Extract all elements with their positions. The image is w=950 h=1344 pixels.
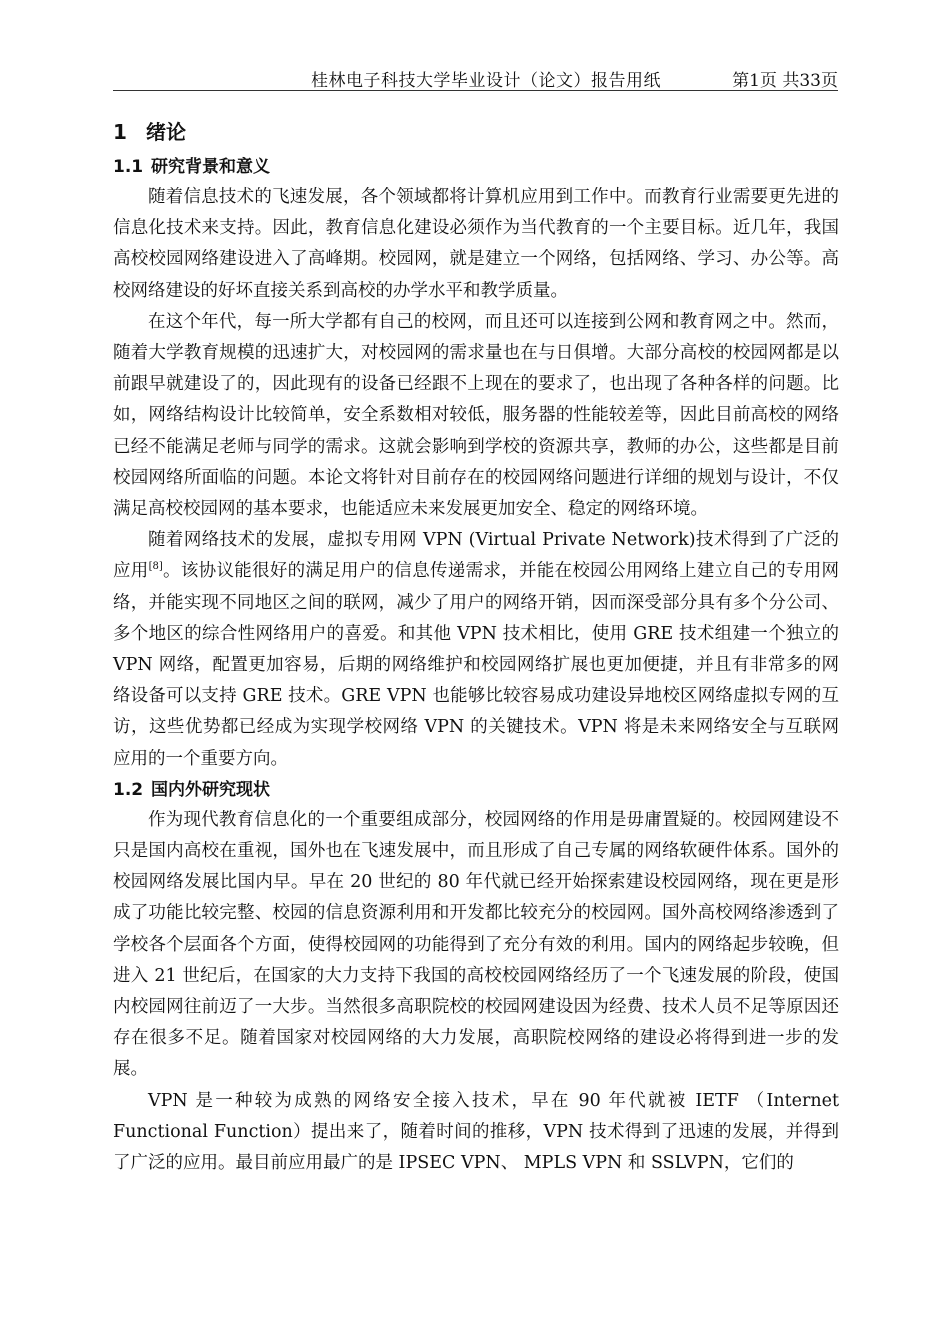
section-number: 1.1 — [113, 157, 144, 177]
section-number: 1.2 — [113, 779, 144, 800]
chapter-number: 1 — [113, 120, 127, 144]
paragraph: 在这个年代，每一所大学都有自己的校网，而且还可以连接到公网和教育网之中。然而，随着大学教育规模的迅速扩大，对校园网的需求量也在与日俱增。大部分高校的校园网都是以前跟早就建设了的，因此现有的设备已经跟不上现在的要求了，也出现了各种各样的问题。比如，网络结构设计比较简单，安全系数相对较低，服务器的性能较差等，因此目前高校的网络已经不能满足老师与同学的需求。这就会影响到学校的资源共享，教师的办公，这些都是目前校园网络所面临的问题。本论文将针对目前存在的校园网络问题进行详细的规划与设计，不仅满足高校校园网的基本要求，也能适应未来发展更加安全、稳定的网络环境。 — [113, 311, 839, 520]
page-header — [113, 62, 838, 91]
paragraph: 作为现代教育信息化的一个重要组成部分，校园网络的作用是毋庸置疑的。校园网建设不只是国内高校在重视，国外也在飞速发展中，而且形成了自己专属的网络软硬件体系。国外的校园网络发展比国内早。早在 20 世纪的 80 年代就已经开始探索建设校园网络，现在更是形成了功能比较完整、校园的信息资源利用和开发都比较充分的校园网。国外高校网络渗透到了学校各个层面各个方面，使得校园网的功能得到了充分有效的利用。国内的网络起步较晚，但进入 21 世纪后，在国家的大力支持下我国的高校校园网络经历了一个飞速发展的阶段，使国内校园网往前迈了一大步。当然很多高职院校的校园网建设因为经费、技术人员不足等原因还存在很多不足。随着国家对校园网络的大力发展，高职院校网络的建设必将得到进一步的发展。 — [113, 809, 839, 1080]
paragraph — [113, 525, 839, 775]
page-number: 第1页 共33页 — [732, 71, 838, 91]
section-title: 国内外研究现状 — [151, 779, 270, 800]
citation-ref: [8] — [148, 561, 163, 573]
chapter-heading — [113, 116, 839, 148]
paragraph: 随着信息技术的飞速发展，各个领域都将计算机应用到工作中。而教育行业需要更先进的信息化技术来支持。因此，教育信息化建设必须作为当代教育的一个主要目标。近几年，我国高校校园网络建设进入了高峰期。校园网，就是建立一个网络，包括网络、学习、办公等。高校网络建设的好坏直接关系到高校的办学水平和教学质量。 — [113, 187, 839, 301]
section-title: 研究背景和意义 — [151, 157, 270, 177]
section-heading — [113, 775, 839, 805]
paragraph-text: 。该协议能很好的满足用户的信息传递需求，并能在校园公用网络上建立自己的专用网络，并能实现不同地区之间的联网，减少了用户的网络开销，因而深受部分具有多个分公司、多个地区的综合性网络用户的喜爱。和其他 VPN 技术相比，使用 GRE 技术组建一个独立的 VPN 网络，配置更加容易，后期的网络维护和校园网络扩展也更加便捷，并且有非常多的网络设备可以支持 GRE 技术。GRE VPN 也能够比较容易成功建设异地校区网络虚拟专网的互访，这些优势都已经成为实现学校网络 VPN 的关键技术。VPN 将是未来网络安全与互联网应用的一个重要方向。 — [113, 561, 839, 769]
paragraph: VPN 是一种较为成熟的网络安全接入技术，早在 90 年代就被 IETF （Internet Functional Function）提出来了，随着时间的推移，VPN 技术得到了迅速的发展，并得到了广泛的应用。最目前应用最广的是 IPSEC VPN、 MPLS VPN 和 SSLVPN，它们的 — [113, 1090, 839, 1174]
section-heading — [113, 152, 839, 182]
chapter-title: 绪论 — [146, 120, 186, 144]
paragraph-text: 随着网络技术的发展，虚拟专用网 VPN (Virtual Private Network)技术得到了广泛的应用 — [113, 530, 839, 582]
header-title: 桂林电子科技大学毕业设计（论文）报告用纸 — [311, 71, 661, 91]
document-body — [113, 116, 839, 1179]
